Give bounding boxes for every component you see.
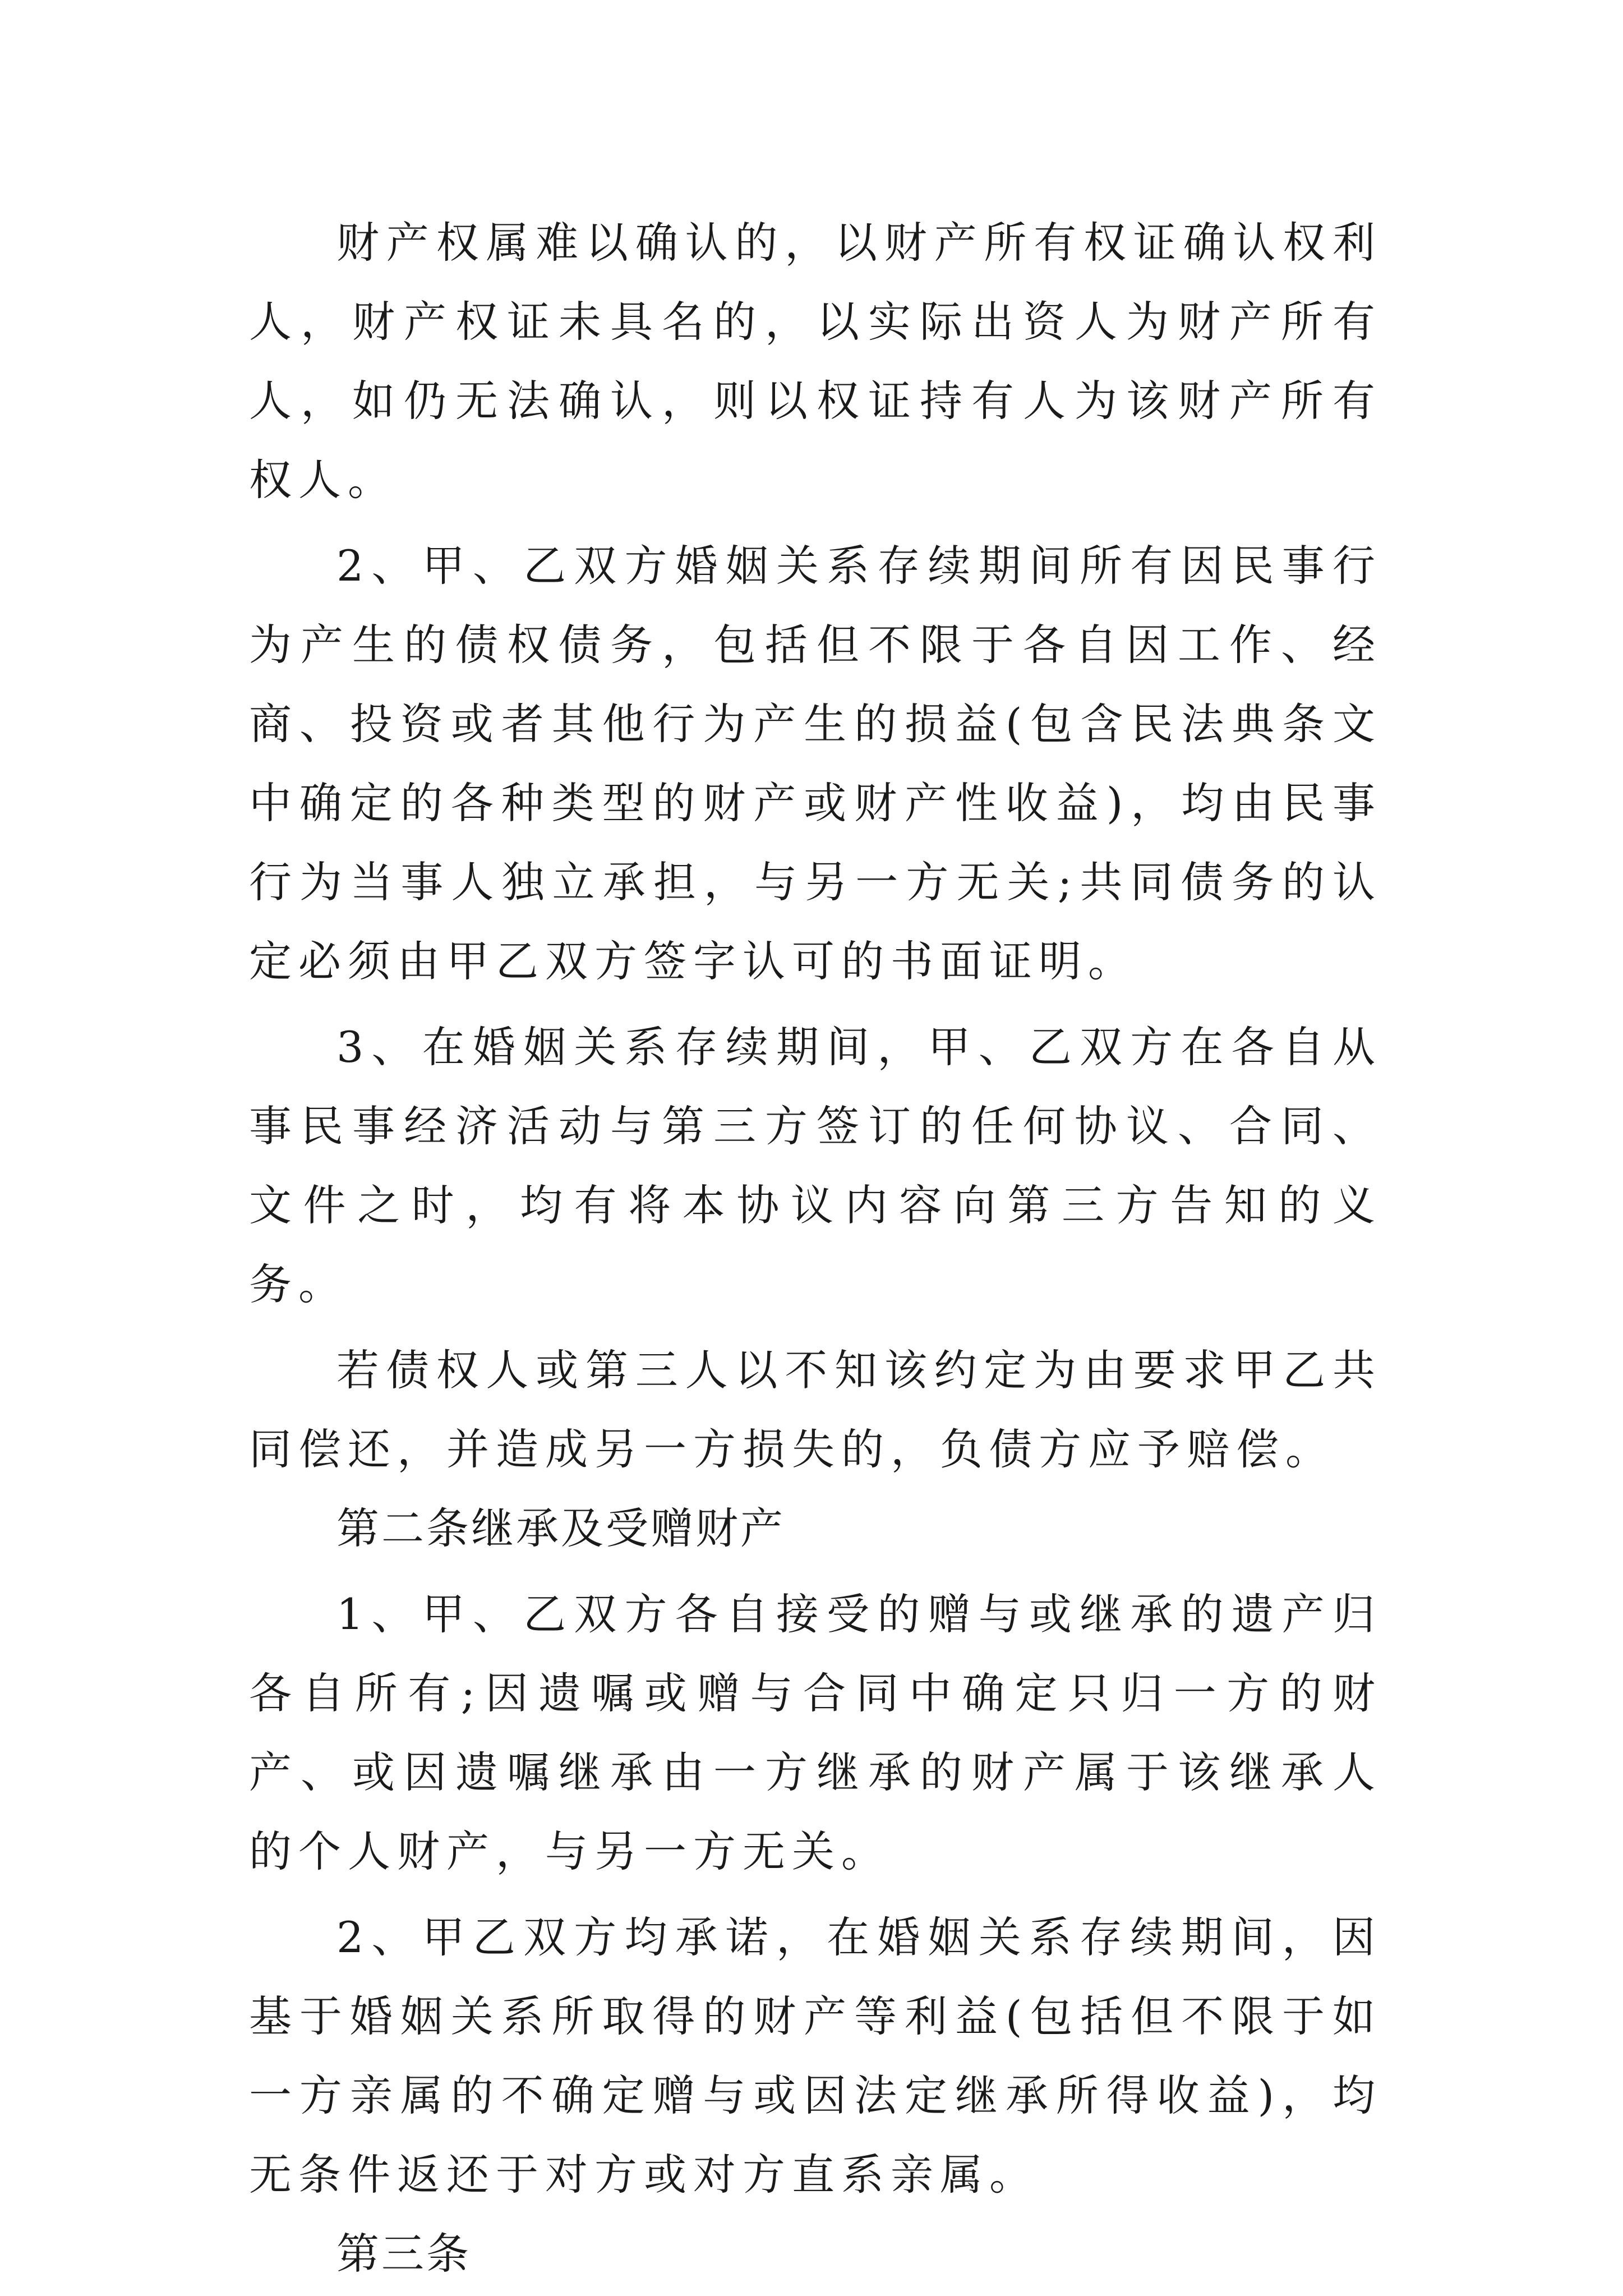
section-heading-article-3: 第三条 xyxy=(336,2229,471,2279)
paragraph-compensation: 若债权人或第三人以不知该约定为由要求甲乙共同偿还，并造成另一方损失的，负债方应予赔偿。 xyxy=(249,1345,1382,1474)
paragraph-inheritance-2: 2、甲乙双方均承诺，在婚姻关系存续期间，因基于婚姻关系所取得的财产等利益(包括但不限于如一方亲属的不确定赠与或因法定继承所得收益)，均无条件返还于对方或对方直系亲属。 xyxy=(249,1912,1382,2200)
paragraph-property-ownership: 财产权属难以确认的，以财产所有权证确认权利人，财产权证未具名的，以实际出资人为财产所有人，如仍无法确认，则以权证持有人为该财产所有权人。 xyxy=(249,218,1382,505)
section-heading-article-2: 第二条继承及受赠财产 xyxy=(336,1503,785,1553)
document-body xyxy=(249,203,1382,2293)
paragraph-clause-2-debts: 2、甲、乙双方婚姻关系存续期间所有因民事行为产生的债权债务，包括但不限于各自因工作、经商、投资或者其他行为产生的损益(包含民法典条文中确定的各种类型的财产或财产性收益)，均由民事行为当事人独立承担，与另一方无关;共同债务的认定必须由甲乙双方签字认可的书面证明。 xyxy=(249,541,1382,986)
paragraph-inheritance-1: 1、甲、乙双方各自接受的赠与或继承的遗产归各自所有;因遗嘱或赠与合同中确定只归一方的财产、或因遗嘱继承由一方继承的财产属于该继承人的个人财产，与另一方无关。 xyxy=(249,1589,1382,1876)
paragraph-clause-3-notify: 3、在婚姻关系存续期间，甲、乙双方在各自从事民事经济活动与第三方签订的任何协议、合同、文件之时，均有将本协议内容向第三方告知的义务。 xyxy=(249,1022,1382,1309)
